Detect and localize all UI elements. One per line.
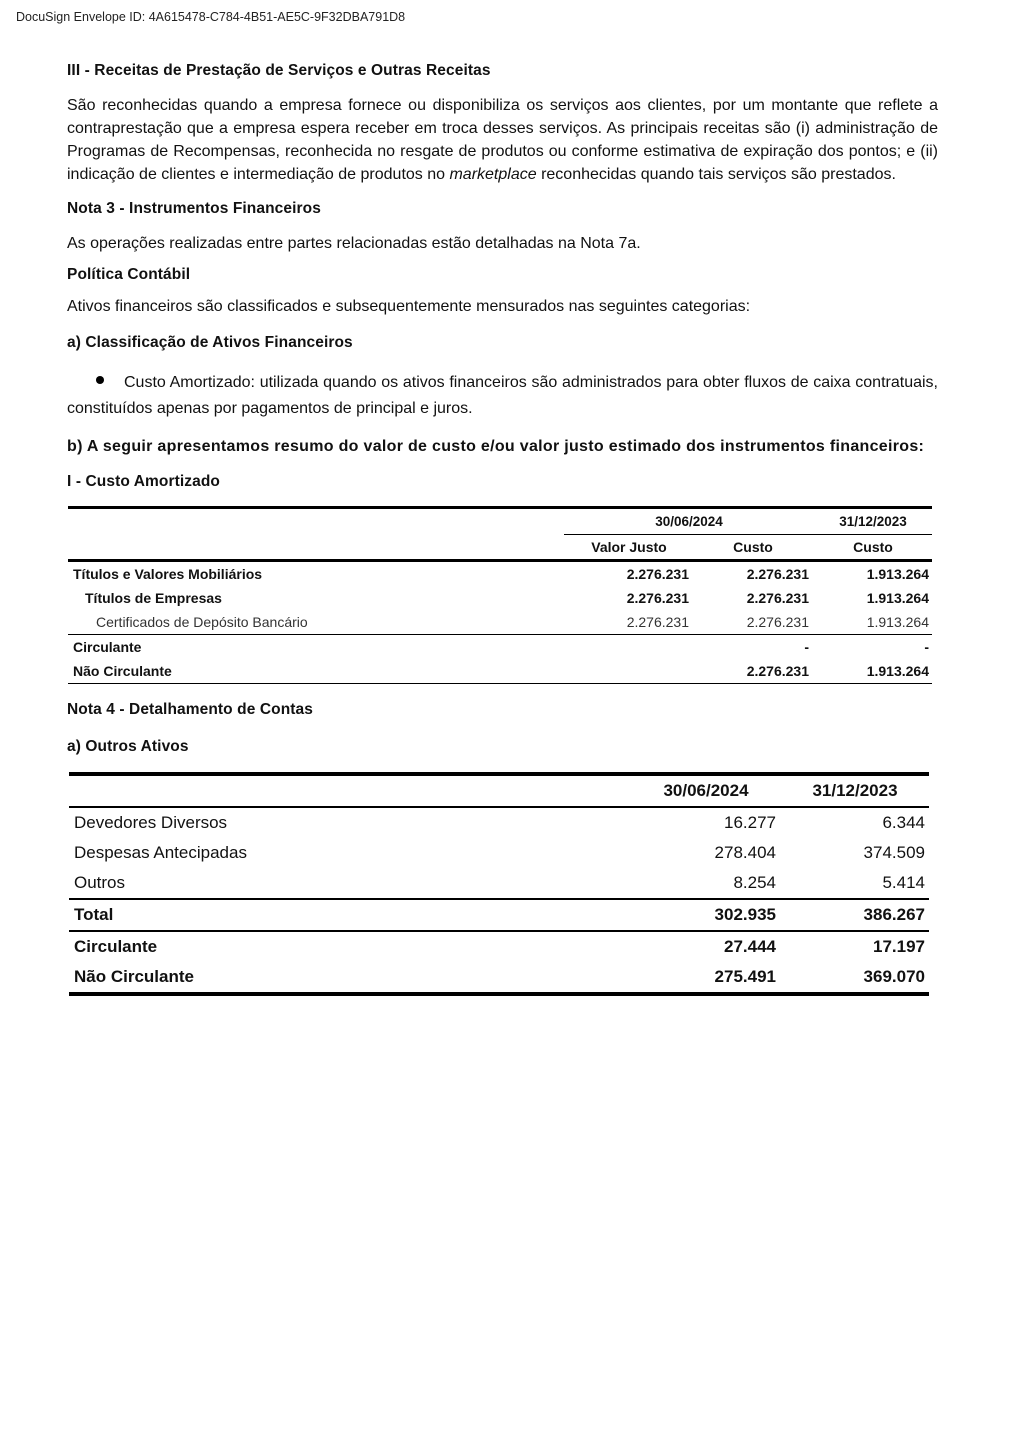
col-custo-2023: Custo [812, 535, 932, 561]
table-row [69, 868, 929, 899]
politica-contabil-title: Política Contábil [67, 266, 191, 283]
row-value: 2.276.231 [746, 663, 809, 679]
table-header-columns [68, 535, 932, 561]
nota4-title: Nota 4 - Detalhamento de Contas [67, 701, 313, 718]
table-row [69, 931, 929, 962]
row-value: 8.254 [733, 873, 776, 892]
row-value: 1.913.264 [866, 590, 929, 606]
row-value: 369.070 [863, 967, 925, 986]
row-value: 16.277 [724, 813, 776, 832]
section-iii-text-b: reconhecidas quando tais serviços são prestados. [536, 166, 896, 183]
row-label: Total [69, 899, 631, 931]
period-2023-header: 31/12/2023 [812, 508, 932, 535]
row-value: 2.276.231 [746, 614, 809, 630]
row-label: Despesas Antecipadas [74, 843, 247, 862]
row-value: 2.276.231 [746, 566, 809, 582]
period-2024-header: 30/06/2024 [564, 508, 812, 535]
col-valor-justo: Valor Justo [564, 535, 692, 561]
col-2024: 30/06/2024 [631, 774, 780, 807]
section-iii-italic: marketplace [449, 166, 537, 183]
row-label: Circulante [69, 931, 631, 962]
section-iii-text-a: São reconhecidas quando a empresa fornece ou disponibiliza os serviços aos clientes, por um montante que reflete a contraprestação que a empresa espera receber em troca desses serviços. As principais receitas são (i) administração de Programas de Recompensas, reconhecida no resgate de produtos ou conforme estimativa de expiração dos pontos; e (ii) indicação de clientes e intermediação de produtos no [67, 97, 938, 183]
bullet-dot-icon [96, 376, 104, 384]
table-row [68, 561, 932, 587]
row-value: 1.913.264 [866, 614, 929, 630]
row-value: 17.197 [780, 931, 929, 962]
row-value: 27.444 [631, 931, 780, 962]
col-2023: 31/12/2023 [780, 774, 929, 807]
row-value: 275.491 [714, 967, 776, 986]
row-value: - [812, 635, 932, 660]
row-label: Circulante [68, 635, 564, 660]
row-value: 6.344 [882, 813, 925, 832]
table-header-periods [68, 508, 932, 535]
row-value: 278.404 [714, 843, 776, 862]
row-value: 5.414 [882, 873, 925, 892]
row-label: Certificados de Depósito Bancário [96, 614, 308, 630]
classificacao-title: a) Classificação de Ativos Financeiros [67, 334, 353, 351]
table-row [68, 635, 932, 660]
row-label: Outros [74, 873, 126, 892]
table-row [69, 899, 929, 931]
table-row [68, 586, 932, 610]
table-row [69, 962, 929, 994]
row-value: 1.913.264 [866, 566, 929, 582]
bullet-custo-amortizado [67, 370, 938, 422]
row-value: 302.935 [631, 899, 780, 931]
table-row [69, 838, 929, 868]
row-label: Títulos de Empresas [85, 590, 222, 606]
row-label: Títulos e Valores Mobiliários [73, 566, 263, 582]
row-label: Não Circulante [74, 967, 194, 986]
resumo-title: b) A seguir apresentamos resumo do valor de custo e/ou valor justo estimado dos instrumentos financeiros: [67, 438, 925, 455]
table-row [68, 659, 932, 684]
custo-amortizado-title: I - Custo Amortizado [67, 473, 220, 490]
outros-ativos-table [69, 772, 929, 996]
nota3-title: Nota 3 - Instrumentos Financeiros [67, 200, 321, 217]
table-header [69, 774, 929, 807]
row-label: Não Circulante [73, 663, 172, 679]
row-value: - [692, 635, 812, 660]
table-row [68, 610, 932, 635]
row-value: 386.267 [780, 899, 929, 931]
custo-amortizado-table [68, 506, 932, 684]
col-custo-2024: Custo [692, 535, 812, 561]
politica-contabil-paragraph: Ativos financeiros são classificados e subsequentemente mensurados nas seguintes categorias: [67, 298, 751, 315]
row-value: 1.913.264 [866, 663, 929, 679]
page-content [67, 61, 938, 996]
row-value: 2.276.231 [626, 614, 689, 630]
table-row [69, 807, 929, 838]
row-value: 2.276.231 [626, 566, 689, 582]
bullet-text: Custo Amortizado: utilizada quando os ativos financeiros são administrados para obter fluxos de caixa contratuais, constituídos apenas por pagamentos de principal e juros. [67, 374, 938, 417]
row-value [564, 635, 692, 660]
outros-ativos-title: a) Outros Ativos [67, 738, 189, 755]
row-value: 2.276.231 [626, 590, 689, 606]
row-label: Devedores Diversos [74, 813, 228, 832]
nota3-paragraph: As operações realizadas entre partes relacionadas estão detalhadas na Nota 7a. [67, 235, 641, 252]
row-value: 374.509 [863, 843, 925, 862]
row-value: 2.276.231 [746, 590, 809, 606]
envelope-id: DocuSign Envelope ID: 4A615478-C784-4B51-AE5C-9F32DBA791D8 [16, 10, 406, 24]
row-value [564, 659, 692, 684]
section-iii-title: III - Receitas de Prestação de Serviços e Outras Receitas [67, 62, 491, 79]
section-iii-paragraph [67, 94, 938, 186]
